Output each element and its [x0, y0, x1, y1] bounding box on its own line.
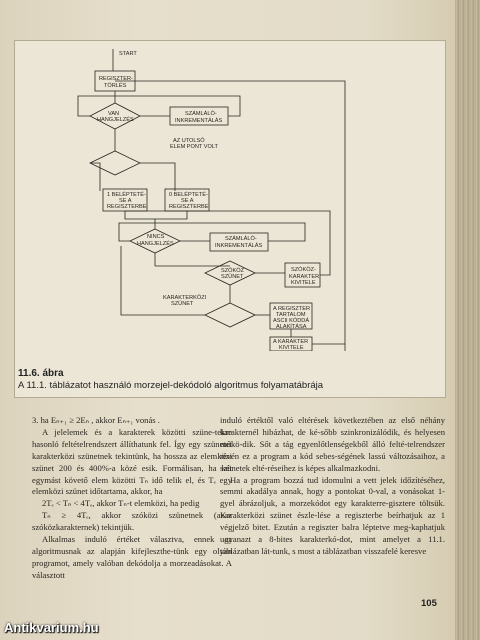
fc-last-1: AZ UTOLSÓ [173, 138, 205, 144]
paragraph: Alkalmas induló értéket választva, ennek az algoritmusnak az alapján kifejleszthe-tünk egy olyan programot, amely valóban dekódolja a morzeadásokat. A választott [32, 534, 232, 580]
fc-set1-1: 1 BELÉPTETÉ- [107, 192, 146, 198]
figure-number: 11.6. ábra [18, 368, 64, 379]
fc-word-gap-2: SZÜNET [221, 274, 244, 280]
fc-set1-2: SE A [119, 198, 132, 204]
fc-set0-3: REGISZTERBE [169, 204, 209, 210]
fc-reg-lookup-1: A REGISZTER [273, 306, 310, 312]
page-edge [455, 0, 480, 640]
fc-char-gap-1: KARAKTERKÖZI [163, 295, 207, 301]
paragraph: A jelelemek és a karakterek közötti szüne-tekre hasonló feltételrendszert állíthatunk fel. Így egy szünetet karakterközi szünetnek tekintünk, ha hossza az elemközi szünet 200 és 400%-a közé esik. Formálisan, ha két egymást követő elem közötti Tₙ idő telik el, és Tₑ egy elemközi szünet időtartama, akkor, ha [32, 426, 232, 497]
figure-caption: A 11.1. táblázatot használó morzejel-dekódoló algoritmus folyamatábrája [18, 380, 324, 391]
paragraph: Tₙ ≥ 4Tₑ, akkor szóközi szünetnek (azaz szóközkarakternek) tekintjük. [32, 510, 232, 533]
fc-d1-2: HANGJELZÉS [97, 117, 134, 123]
fc-last-2: ELEM PONT VOLT [170, 144, 218, 150]
fc-reset-1: REGISZTER- [99, 76, 133, 82]
fc-char-out-2: KIVITELE [279, 345, 304, 351]
fc-reg-lookup-2: TARTALOM [276, 312, 306, 318]
fc-char-gap-2: SZÜNET [171, 301, 194, 307]
fc-counter1-1: SZÁMLÁLÓ- [185, 111, 217, 117]
fc-space-out-1: SZÓKÖZ- [291, 267, 316, 273]
fc-word-gap-1: SZÓKÖZ [221, 268, 244, 274]
text-column-left [32, 415, 232, 582]
page-number: 105 [421, 598, 437, 609]
watermark: Antikvarium.hu [4, 620, 99, 635]
flowchart-diagram [15, 41, 445, 351]
fc-d2-1: NINCS [147, 234, 165, 240]
fc-counter1-2: INKREMENTÁLÁS [175, 118, 223, 124]
fc-reset-2: TÖRLÉS [104, 83, 127, 89]
paragraph: Ha a program bozzá tud idomulni a vett jelek időzítéséhez, semmi akadálya annak, hogy a pontokat 0-val, a vonásokat 1-gyel ábrázoljuk, a morzekódot egy karakterre-gisztere töltsük. Karakterközi szünet észle-lése a regiszterbe beírhatjuk az 1 végjelző bitet. Ezután a regiszter balra léptetve meg-kaphatjuk ugyanazt a 8-bites karakterkó-dot, mint amelyet a 11.1. táblázatban lát-tunk, s most a táblázatban visszafelé keresve [220, 474, 445, 556]
fc-reg-lookup-4: ALAKÍTÁSA [276, 324, 307, 330]
fc-d2-2: HANGJELZÉS [137, 241, 174, 247]
figure-flowchart [14, 40, 446, 398]
fc-set0-1: 0 BELÉPTETÉ- [169, 192, 208, 198]
fc-space-out-3: KIVITELE [291, 280, 316, 286]
fc-char-out-1: A KARAKTER [273, 339, 309, 345]
paragraph: induló értéktől való eltérések következtében az első néhány karakternél hibázhat, de ké-sőbb szinkronizálódik, és helyesen műkö-dik. Sőt a tág egyenlőtlenségekből álló felté-telrendszer révén ez a program a kód sebes-ségének lassú változásaihoz, a szünetek elté-réseihez is képes alkalmazkodni. [220, 415, 445, 473]
fc-counter2-1: SZÁMLÁLÓ- [225, 236, 257, 242]
paragraph: 2Tₑ < Tₙ < 4Tₑ, akkor Tₙ-t elemközi, ha pedig [42, 498, 200, 509]
fc-d1-1: VAN [108, 111, 120, 117]
fc-counter2-2: INKREMENTÁLÁS [215, 243, 263, 249]
fc-set0-2: SE A [181, 198, 194, 204]
text-column-right [220, 415, 445, 558]
fc-space-out-2: KARAKTER [289, 274, 320, 280]
fc-start: START [119, 51, 137, 57]
paragraph: 3. ha Eₙ₊₁ ≥ 2Eₙ , akkor Eₙ₊₁ vonás . [32, 415, 160, 425]
fc-reg-lookup-3: ASCII KÓDDÁ [273, 318, 310, 324]
fc-set1-3: REGISZTERBE [107, 204, 147, 210]
